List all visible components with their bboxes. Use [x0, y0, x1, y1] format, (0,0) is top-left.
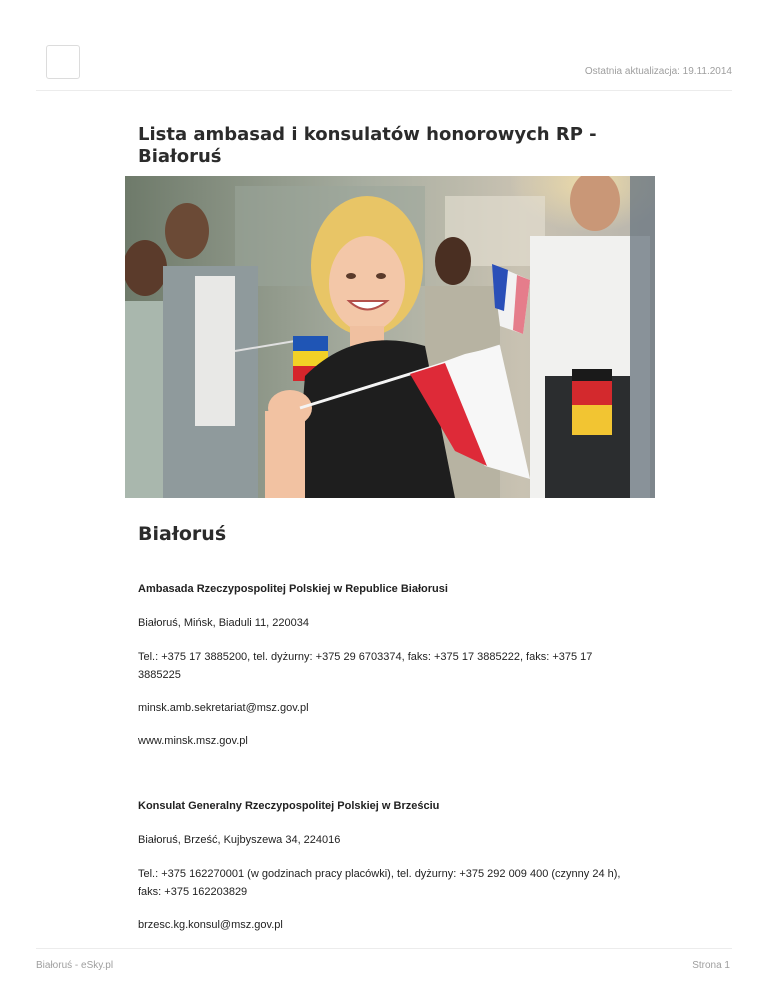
consulate-phone: Tel.: +375 162270001 (w godzinach pracy placówki), tel. dyżurny: +375 292 009 400 (czynny 24 h), faks: +375 162203829 [138, 868, 621, 898]
consulate-email-link[interactable]: brzesc.kg.konsul@msz.gov.pl [138, 919, 283, 931]
hero-image [125, 176, 655, 498]
logo-placeholder [46, 45, 80, 79]
embassy-website-link[interactable]: www.minsk.msz.gov.pl [138, 735, 248, 747]
embassy-name: Ambasada Rzeczypospolitej Polskiej w Republice Białorusi [138, 583, 448, 595]
consulate-name: Konsulat Generalny Rzeczypospolitej Polskiej w Brześciu [138, 800, 440, 812]
embassy-phone: Tel.: +375 17 3885200, tel. dyżurny: +375 29 6703374, faks: +375 17 3885222, faks: +375 17 3885225 [138, 651, 593, 681]
last-update-text: Ostatnia aktualizacja: 19.11.2014 [584, 66, 732, 77]
footer-source: Białoruś - eSky.pl [36, 960, 114, 971]
section-title: Białoruś [138, 523, 227, 545]
embassy-email-link[interactable]: minsk.amb.sekretariat@msz.gov.pl [138, 702, 309, 714]
embassy-address: Białoruś, Mińsk, Biaduli 11, 220034 [138, 617, 310, 629]
footer-divider [36, 948, 732, 949]
header-divider [36, 90, 732, 91]
footer-page-number: Strona 1 [692, 960, 730, 971]
page-title: Lista ambasad i konsulatów honorowych RP - Białoruś [138, 124, 597, 167]
consulate-address: Białoruś, Brześć, Kujbyszewa 34, 224016 [138, 834, 341, 846]
